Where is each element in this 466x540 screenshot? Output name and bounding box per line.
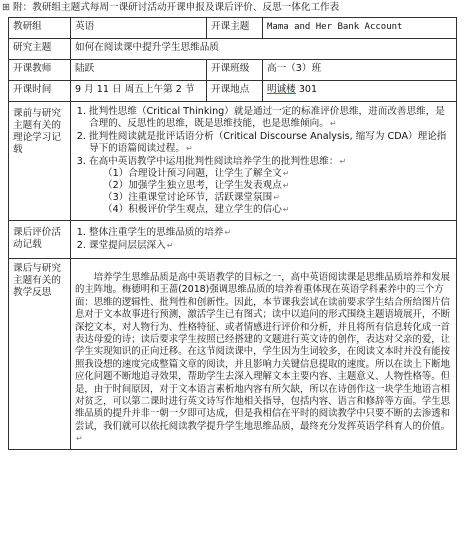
table-row [9, 102, 457, 221]
teacher-label: 开课教师 [9, 60, 71, 81]
research-label: 研究主题 [9, 39, 71, 60]
lesson-form-table [8, 17, 457, 450]
list-item: （3）注重课堂讨论环节，活跃课堂氛围↵ [103, 192, 280, 203]
evaluation-content[interactable] [71, 221, 457, 259]
time-value[interactable]: 9 月 11 日 周五上午第 2 节 [71, 81, 207, 102]
table-row [9, 18, 457, 39]
class-value[interactable]: 高一（3）班 [263, 60, 457, 81]
reflection-content[interactable] [71, 259, 457, 450]
time-label: 开课时间 [9, 81, 71, 102]
research-value[interactable]: 如何在阅读课中提升学生思维品质 [71, 39, 457, 60]
list-item: 3. 在高中英语教学中运用批判性阅读培养学生的批判性思维：↵ （1）合理设计预习问题，让学生了解全文↵ （2）加强学生独立思考，让学生发表观点↵ （3）注重课堂讨论环节，活跃课堂氛围↵ （4）积极评价学生观点，建立学生的信心↵ [89, 156, 452, 216]
list-item: 2. 批判性阅读就是批评话语分析（Critical Discourse Analysis, 缩写为 CDA）理论指导下的语篇阅读过程。↵ [89, 131, 452, 155]
reflection-text: 培养学生思维品质是高中英语教学的目标之一，高中英语阅读课是思维品质培养和发展的主阵地。梅德明和王蔷(2018)强调思维品质的培养着重体现在英语学科素养中的三个方面：思维的逻辑性、批判性和创新性。因此，本节课我尝试在读前要求学生结合所给图片信息对于文本故事进行预测，激活学生已有图式；读中以追问的形式围绕主题语境展开，不断深挖文本，对人物行为、性格特征、或者情感进行评价和分析，并且将所有信息转化成一首表达母爱的诗；读后要求学生按照已经搭建的文题进行英文诗的创作，表达对父亲的爱，让学生实现知识的正向迁移。在这节阅读课中，学生因为生词较多，在阅读文本时并没有能按照我设想的速度完成整篇文章的阅读，并且影响力关键信息提取的速度。所以在读上下断地应化问题不断地追寻效果，帮助学生去深入理解文本主要内容、主题意义、人物性格等。但是，由于时间原因，对于文本语言素析地内容有所欠缺，所以在诗创作这一块学生地语言相对贫乏，可以第二课时进行英文诗写作地相关指导，包括内容、语言和修辞等方面。学生思维品质的提升并非一朝一夕即可达成，但是我相信在平时的阅读教学中只要不断的去渗透和尝试，我们就可以依托阅读教学提升学生地思维品质，最终充分发挥英语学科育人的价值。↵ [75, 272, 451, 444]
place-room: 301 [295, 84, 318, 95]
place-label: 开课地点 [207, 81, 263, 102]
list-item: （1）合理设计预习问题，让学生了解全文↵ [103, 168, 290, 179]
form-title-text: 附：教研组主题式每周一课研讨活动开课申报及课后评价、反思一体化工作表 [13, 2, 340, 13]
place-building: 明诚楼 [267, 84, 296, 95]
list-item: （2）加强学生独立思考，让学生发表观点↵ [103, 180, 290, 191]
table-row [9, 60, 457, 81]
class-label: 开课班级 [207, 60, 263, 81]
table-row [9, 221, 457, 259]
theory-sublist [89, 168, 452, 216]
evaluation-label: 课后评价活动记载 [9, 221, 71, 259]
list-item: 1. 批判性思维（Critical Thinking）就是通过一定的标准评价思维，进而改善思维，是合理的、反思性的思维，既是思维技能，也是思维倾向。↵ [89, 106, 452, 130]
table-row [9, 259, 457, 450]
evaluation-list [75, 227, 452, 252]
topic-label: 开课主题 [207, 18, 263, 39]
list-item: 2. 课堂提问层层深入↵ [89, 240, 452, 252]
topic-value[interactable]: Mama and Her Bank Account [263, 18, 457, 39]
form-title [2, 2, 464, 14]
list-item: （4）积极评价学生观点，建立学生的信心↵ [103, 204, 290, 215]
group-value[interactable]: 英语 [71, 18, 207, 39]
table-handle-icon[interactable]: ⊞ [2, 2, 11, 13]
list-item: 1. 整体注重学生的思维品质的培养↵ [89, 227, 452, 239]
teacher-value[interactable]: 陆跃 [71, 60, 207, 81]
theory-list [75, 106, 452, 216]
group-label: 教研组 [9, 18, 71, 39]
theory-label: 课前与研究主题有关的理论学习记载 [9, 102, 71, 221]
theory-content[interactable] [71, 102, 457, 221]
place-value[interactable] [263, 81, 457, 102]
table-row [9, 81, 457, 102]
table-row [9, 39, 457, 60]
reflection-label: 课后与研究主题有关的教学反思 [9, 259, 71, 450]
